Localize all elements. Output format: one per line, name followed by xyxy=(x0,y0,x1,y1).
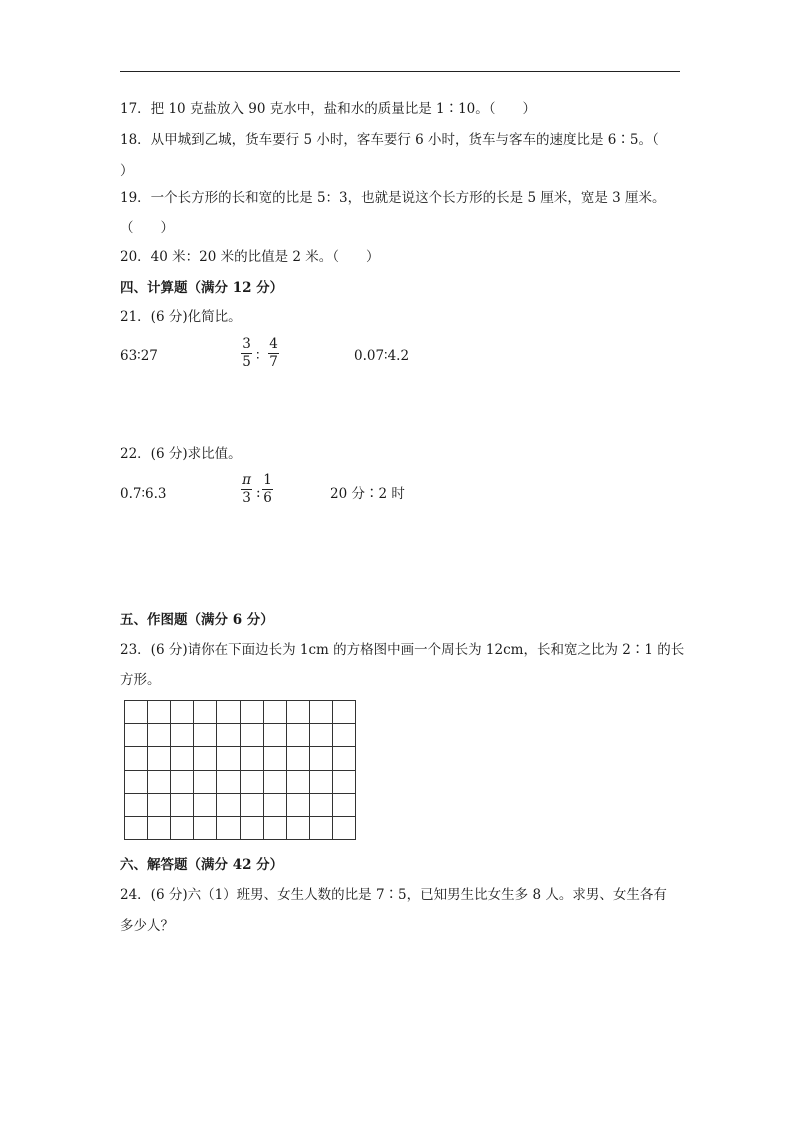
question-20: 20．40 米：20 米的比值是 2 米。（ ） xyxy=(120,249,380,265)
fraction-denominator: 3 xyxy=(242,490,251,506)
question-19-continued: （ ） xyxy=(120,220,174,236)
question-17: 17．把 10 克盐放入 90 克水中，盐和水的质量比是 1∶10。（ ） xyxy=(120,101,537,117)
fraction-numerator: 4 xyxy=(269,336,278,352)
section-6-heading: 六、解答题（满分 42 分） xyxy=(120,857,284,873)
q22-fraction-1 xyxy=(241,473,252,506)
section-4-heading: 四、计算题（满分 12 分） xyxy=(120,280,284,296)
question-23-continued: 方形。 xyxy=(120,672,161,688)
fraction-numerator: π xyxy=(242,472,251,488)
fraction-denominator: 6 xyxy=(263,490,272,506)
header-rule xyxy=(120,71,680,72)
section-5-heading: 五、作图题（满分 6 分） xyxy=(120,612,274,628)
fraction-numerator: 3 xyxy=(242,336,251,352)
q21-expression-3: 0.07∶4.2 xyxy=(354,348,410,364)
q21-fraction-2 xyxy=(268,337,279,370)
question-19: 19．一个长方形的长和宽的比是 5：3，也就是说这个长方形的长是 5 厘米，宽是 3 厘米。 xyxy=(120,190,666,206)
q21-ratio-colon: ∶ xyxy=(256,348,260,364)
q22-expression-1: 0.7∶6.3 xyxy=(120,486,167,502)
question-18-continued: ） xyxy=(120,163,134,179)
question-24-continued: 多少人？ xyxy=(120,918,174,934)
fraction-numerator: 1 xyxy=(263,472,272,488)
question-23: 23．(6 分)请你在下面边长为 1cm 的方格图中画一个周长为 12cm，长和宽之比为 2∶1 的长 xyxy=(120,642,685,658)
q22-expression-3: 20 分∶2 时 xyxy=(330,486,405,502)
q21-expression-1: 63∶27 xyxy=(120,348,158,364)
question-24: 24．(6 分)六（1）班男、女生人数的比是 7∶5，已知男生比女生多 8 人。求男、女生各有 xyxy=(120,887,667,903)
fraction-denominator: 5 xyxy=(242,354,251,370)
question-22-title: 22．(6 分)求比值。 xyxy=(120,446,242,462)
question-18: 18．从甲城到乙城，货车要行 5 小时，客车要行 6 小时，货车与客车的速度比是 6∶5。（ xyxy=(120,132,659,148)
fraction-denominator: 7 xyxy=(269,354,278,370)
question-21-title: 21．(6 分)化简比。 xyxy=(120,309,242,325)
q22-fraction-2 xyxy=(262,473,273,506)
q22-ratio-colon: : xyxy=(256,485,261,501)
square-grid[interactable] xyxy=(124,700,356,840)
q21-fraction-1 xyxy=(241,337,252,370)
